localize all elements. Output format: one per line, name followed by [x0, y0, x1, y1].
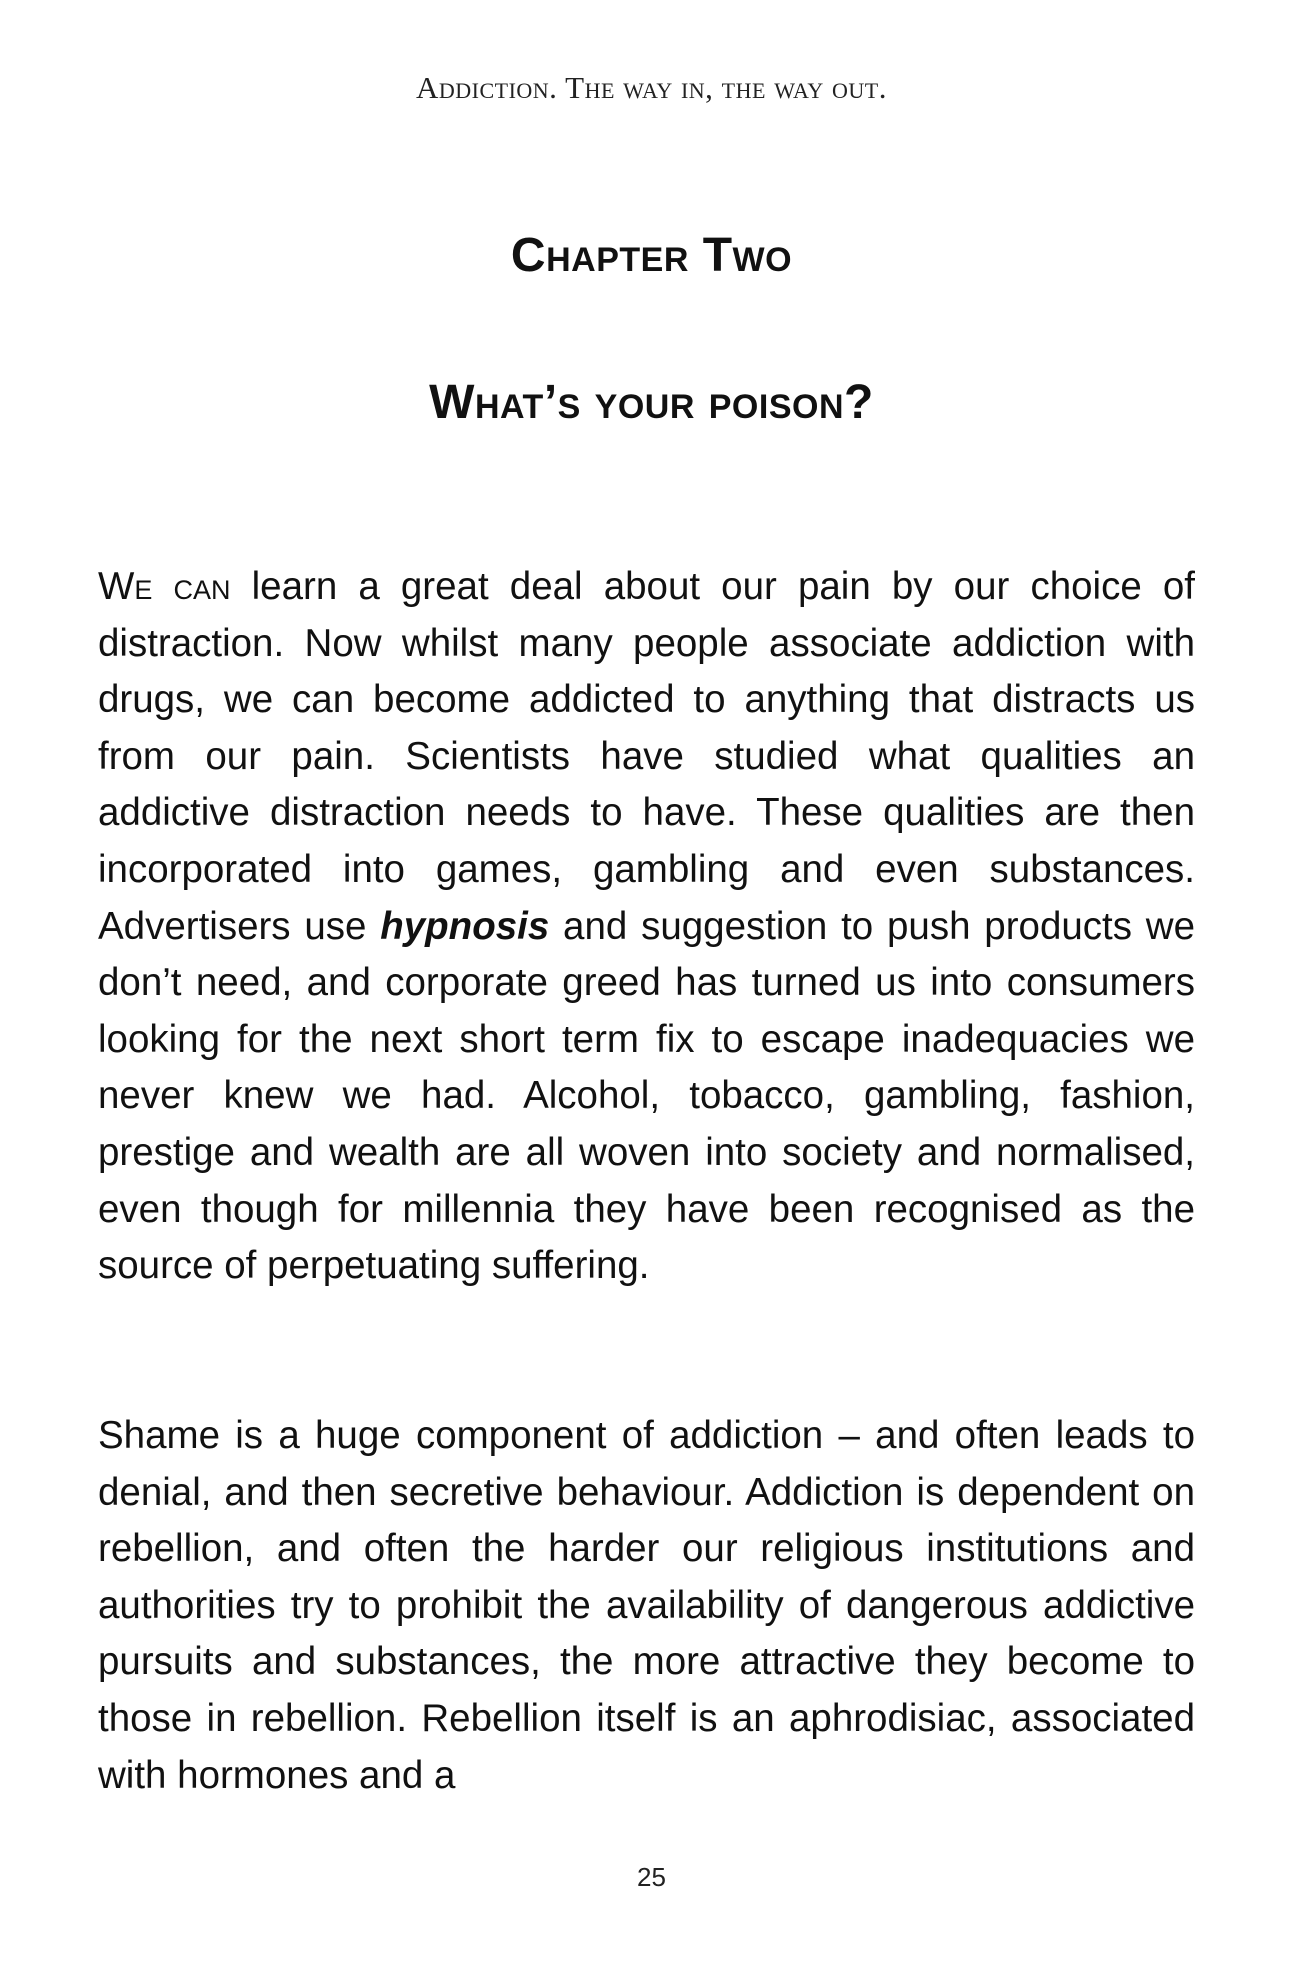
paragraph-lead-in: We can [98, 565, 231, 608]
chapter-label: Chapter Two [510, 229, 793, 282]
page-number: 25 [637, 1862, 666, 1892]
chapter-title: What’s your poison? [429, 376, 874, 429]
paragraph-2: Shame is a huge component of addiction – and often leads to denial, and then secretive behaviour. Addiction is dependent on rebellion, and often the harder our religious institutions and authorities try to prohibit the availability of dangerous addictive pursuits and substances, the more attractive they become to those in rebellion. Rebellion itself is an aphrodisiac, associated with hormones and a [98, 1414, 1195, 1797]
running-head: Addiction. The way in, the way out. [415, 70, 887, 105]
paragraph-1-text-b: and suggestion to push products we don’t need, and corporate greed has turned us into consumers looking for the next short term fix to escape inadequacies we never knew we had. Alcohol, tobacco, gambling, fashion, prestige and wealth are all woven into society and normalised, even though for millennia they have been recognised as the source of perpetuating suffering. [98, 904, 1195, 1288]
paragraph-1 [98, 559, 1195, 1295]
paragraph-1-text-a: learn a great deal about our pain by our choice of distraction. Now whilst many people associate addiction with drugs, we can become addicted to anything that distracts us from our pain. Scientists have studied what qualities an addictive distraction needs to have. These qualities are then incorporated into games, gambling and even substances. Advertisers use [98, 565, 1195, 948]
emphasized-word: hypnosis [380, 904, 550, 948]
